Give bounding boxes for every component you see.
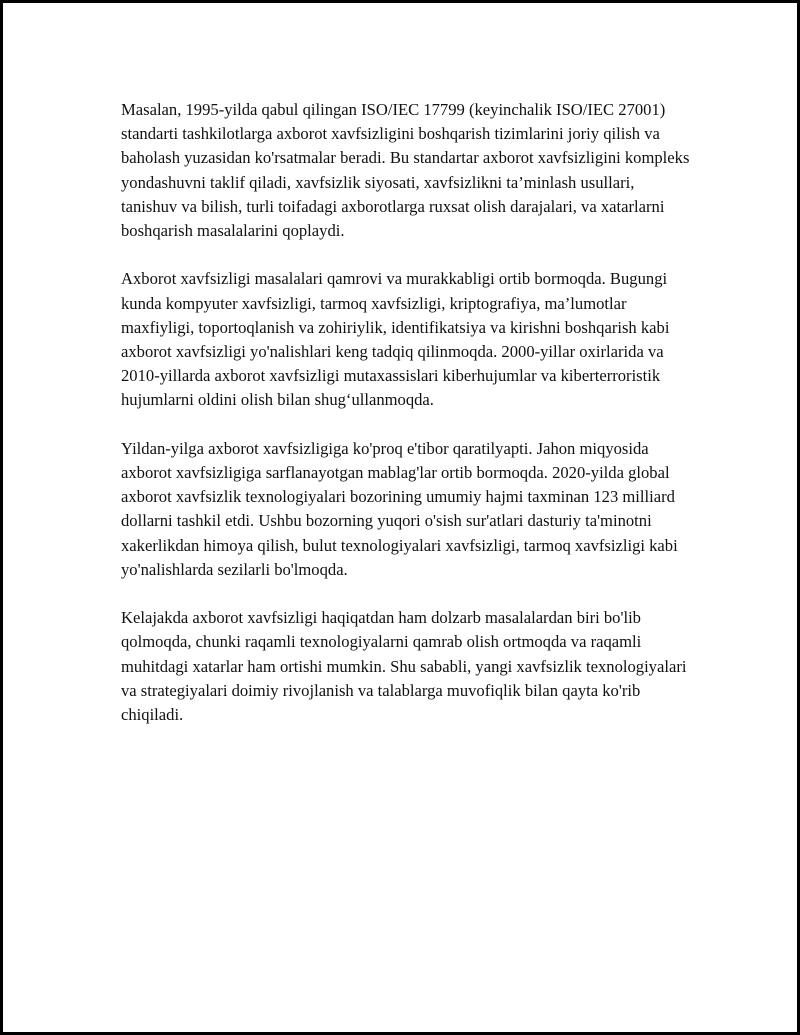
paragraph-2: Axborot xavfsizligi masalalari qamrovi va murakkabligi ortib bormoqda. Bugungi kunda kompyuter xavfsizligi, tarmoq xavfsizligi, kriptografiya, ma’lumotlar maxfiyligi, toportoqlanish va zohiriylik, identifikatsiya va kirishni boshqarish kabi axborot xavfsizligi yo'nalishlari keng tadqiq qilinmoqda. 2000-yillar oxirlarida va 2010-yillarda axborot xavfsizligi mutaxassislari kiberhujumlar va kiberterroristik hujumlarni oldini olish bilan shug‘ullanmoqda. [121, 269, 670, 410]
document-body [121, 98, 691, 751]
paragraph-4: Kelajakda axborot xavfsizligi haqiqatdan ham dolzarb masalalardan biri bo'lib qolmoqda, chunki raqamli texnologiyalarni qamrab olish ortmoqda va raqamli muhitdagi xatarlar ham ortishi mumkin. Shu sababli, yangi xavfsizlik texnologiyalari va strategiyalari doimiy rivojlanish va talablarga muvofiqlik bilan qayta ko'rib chiqiladi. [121, 608, 687, 725]
paragraph-1: Masalan, 1995-yilda qabul qilingan ISO/IEC 17799 (keyinchalik ISO/IEC 27001) standarti tashkilotlarga axborot xavfsizligini boshqarish tizimlarini joriy qilish va baholash yuzasidan ko'rsatmalar beradi. Bu standartar axborot xavfsizligini kompleks yondashuvni taklif qiladi, xavfsizlik siyosati, xavfsizlikni ta’minlash usullari, tanishuv va bilish, turli toifadagi axborotlarga ruxsat olish darajalari, va xatarlarni boshqarish masalalarini qoplaydi. [121, 100, 690, 241]
paragraph-3: Yildan-yilga axborot xavfsizligiga ko'proq e'tibor qaratilyapti. Jahon miqyosida axborot xavfsizligiga sarflanayotgan mablag'lar ortib bormoqda. 2020-yilda global axborot xavfsizlik texnologiyalari bozorining umumiy hajmi taxminan 123 milliard dollarni tashkil etdi. Ushbu bozorning yuqori o'sish sur'atlari dasturiy ta'minotni xakerlikdan himoya qilish, bulut texnologiyalari xavfsizligi, tarmoq xavfsizligi kabi yo'nalishlarda sezilarli bo'lmoqda. [121, 438, 678, 579]
